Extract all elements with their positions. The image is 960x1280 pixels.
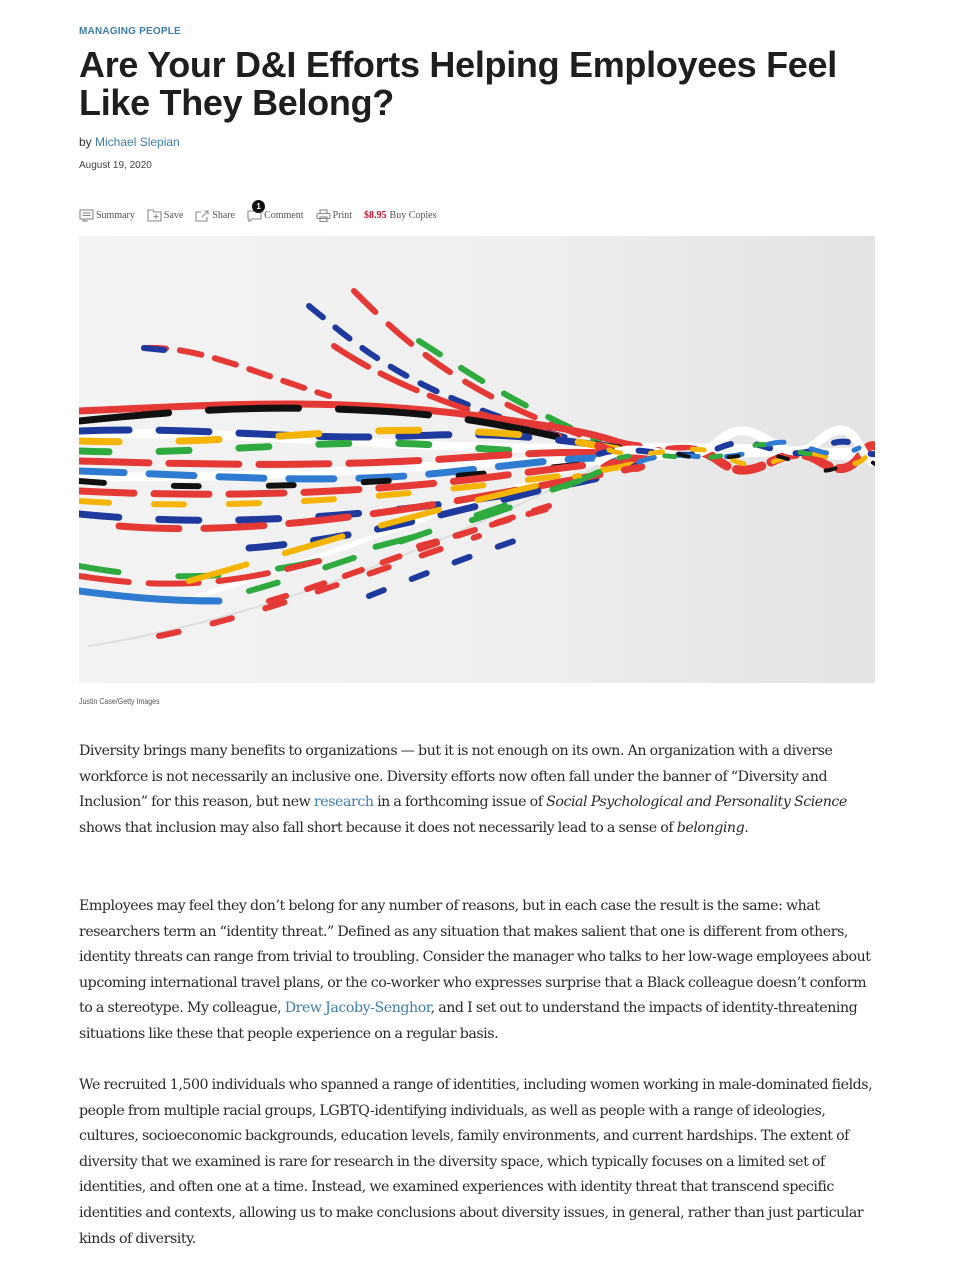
emphasis-belonging: belonging [676,819,745,836]
summary-button[interactable] [79,209,135,222]
summary-label: Summary [96,210,135,221]
article-title: Are Your D&I Efforts Helping Employees Feel Like They Belong? [79,44,837,123]
yarn-braid-illustration [79,236,875,683]
comment-label: Comment [264,210,304,221]
research-link[interactable]: research [313,794,374,811]
print-button[interactable] [316,209,352,222]
p2-text-2: , and I set out to understand the impacts of identity-threatening situations like these that people experience on a regular basis. [79,1000,858,1042]
p1-text: Diversity brings many benefits to organizations — but it is not enough on its own. An organization with a diverse workforce is not necessarily an inclusive one. Diversity efforts now often fall under the banner of “Diversity and Inclusion” for this reason, but new [79,743,833,811]
comment-count-badge: 1 [252,200,265,213]
author-link[interactable]: Michael Slepian [95,135,180,149]
byline-prefix: by [79,135,96,149]
share-button[interactable] [195,209,235,222]
p2-text: Employees may feel they don’t belong for any number of reasons, but in each case the result is the same: what researchers term an “identity threat.” Defined as any situation that makes salient that one is different from others, identity threats can range from trivial to troubling. Consider the manager who talks to her low-wage employees about upcoming international travel plans, or the co-worker who expresses surprise that a Black colleague doesn’t conform to a stereotype. My colleague, [79,898,871,1017]
publish-date: August 19, 2020 [79,160,152,171]
image-caption: Justin Case/Getty Images [79,697,160,706]
print-label: Print [332,210,353,221]
p1-text-4: . [744,819,749,836]
print-icon [316,209,331,222]
summary-icon [79,209,94,222]
topic-label[interactable]: MANAGING PEOPLE [79,26,181,37]
paragraph-2 [79,894,879,1048]
byline [79,135,180,149]
buy-copies-button[interactable] [364,210,436,221]
price-label: $8.95 [364,210,387,221]
p1-text-2: in a forthcoming issue of [373,794,547,811]
save-icon [147,209,162,222]
p1-text-3: shows that inclusion may also fall short because it does not necessarily lead to a sense of [79,819,677,836]
save-button[interactable] [147,209,183,222]
share-icon [195,209,210,222]
comment-button[interactable] [247,202,304,222]
paragraph-1 [79,739,879,841]
save-label: Save [163,210,184,221]
journal-title: Social Psychological and Personality Science [546,794,847,811]
share-label: Share [212,210,236,221]
buy-copies-label: Buy Copies [389,210,437,221]
hero-image [79,236,875,683]
colleague-link[interactable]: Drew Jacoby-Senghor [284,1000,431,1017]
article-toolbar [79,202,448,222]
paragraph-3: We recruited 1,500 individuals who spanned a range of identities, including women working in male-dominated fields, people from multiple racial groups, LGBTQ-identifying individuals, as well as people with a range of ideologies, cultures, socioeconomic backgrounds, education levels, family environments, and current hardships. The extent of diversity that we examined is rare for research in the diversity space, which typically focuses on a limited set of identities, and often one at a time. Instead, we examined experiences with identity threat that transcend specific identities and contexts, allowing us to make conclusions about diversity issues, in general, rather than just particular kinds of diversity. [79,1077,873,1247]
